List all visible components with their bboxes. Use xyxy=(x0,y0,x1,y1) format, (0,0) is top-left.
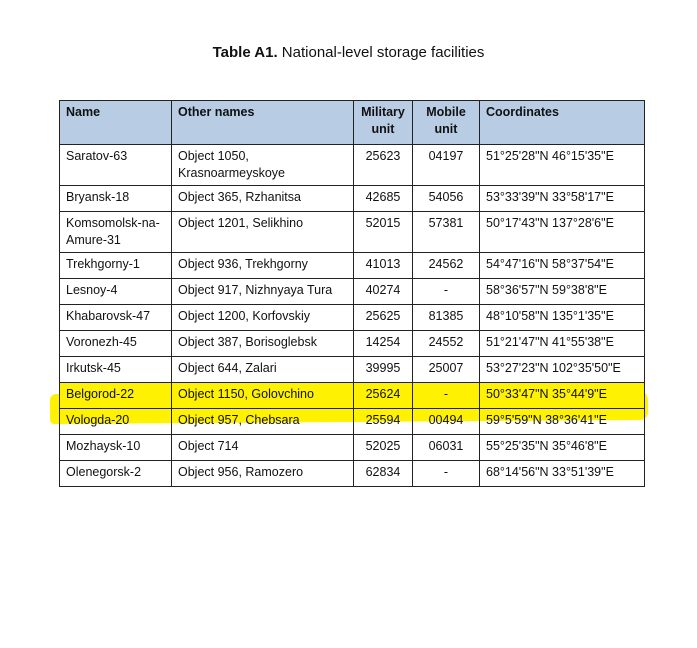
cell-coordinates: 50°33'47"N 35°44'9"E xyxy=(480,383,645,409)
table-body xyxy=(60,145,645,487)
cell-military-unit: 25623 xyxy=(354,145,413,186)
cell-mobile-unit: 25007 xyxy=(413,357,480,383)
cell-military-unit: 62834 xyxy=(354,461,413,487)
header-military-unit: Military unit xyxy=(354,101,413,145)
cell-military-unit: 14254 xyxy=(354,331,413,357)
cell-military-unit: 52015 xyxy=(354,212,413,253)
cell-mobile-unit: 00494 xyxy=(413,409,480,435)
cell-other-names: Object 917, Nizhnyaya Tura xyxy=(172,279,354,305)
cell-military-unit: 52025 xyxy=(354,435,413,461)
table-row xyxy=(60,409,645,435)
cell-name: Saratov-63 xyxy=(60,145,172,186)
cell-name: Belgorod-22 xyxy=(60,383,172,409)
cell-coordinates: 51°25'28"N 46°15'35"E xyxy=(480,145,645,186)
header-mobile-unit: Mobile unit xyxy=(413,101,480,145)
table-row xyxy=(60,305,645,331)
table-row xyxy=(60,212,645,253)
cell-other-names: Object 1201, Selikhino xyxy=(172,212,354,253)
cell-mobile-unit: 24562 xyxy=(413,253,480,279)
table-caption xyxy=(0,44,697,61)
cell-name: Bryansk-18 xyxy=(60,186,172,212)
header-coordinates: Coordinates xyxy=(480,101,645,145)
cell-name: Irkutsk-45 xyxy=(60,357,172,383)
cell-other-names: Object 714 xyxy=(172,435,354,461)
cell-name: Voronezh-45 xyxy=(60,331,172,357)
cell-coordinates: 54°47'16"N 58°37'54"E xyxy=(480,253,645,279)
table-row xyxy=(60,145,645,186)
cell-name: Khabarovsk-47 xyxy=(60,305,172,331)
cell-military-unit: 40274 xyxy=(354,279,413,305)
table-row xyxy=(60,279,645,305)
cell-coordinates: 53°33'39"N 33°58'17"E xyxy=(480,186,645,212)
cell-name: Olenegorsk-2 xyxy=(60,461,172,487)
cell-other-names: Object 644, Zalari xyxy=(172,357,354,383)
table-row xyxy=(60,357,645,383)
cell-other-names: Object 1050, Krasnoarmeyskoye xyxy=(172,145,354,186)
table-row xyxy=(60,435,645,461)
cell-name: Lesnoy-4 xyxy=(60,279,172,305)
cell-military-unit: 41013 xyxy=(354,253,413,279)
cell-mobile-unit: 24552 xyxy=(413,331,480,357)
cell-coordinates: 68°14'56"N 33°51'39"E xyxy=(480,461,645,487)
cell-military-unit: 39995 xyxy=(354,357,413,383)
cell-coordinates: 53°27'23"N 102°35'50"E xyxy=(480,357,645,383)
cell-other-names: Object 1150, Golovchino xyxy=(172,383,354,409)
cell-mobile-unit: - xyxy=(413,383,480,409)
table-row xyxy=(60,383,645,409)
cell-other-names: Object 957, Chebsara xyxy=(172,409,354,435)
cell-name: Komsomolsk-na-Amure-31 xyxy=(60,212,172,253)
cell-name: Mozhaysk-10 xyxy=(60,435,172,461)
storage-facilities-table xyxy=(59,100,645,487)
cell-coordinates: 55°25'35"N 35°46'8"E xyxy=(480,435,645,461)
cell-other-names: Object 936, Trekhgorny xyxy=(172,253,354,279)
cell-name: Vologda-20 xyxy=(60,409,172,435)
cell-other-names: Object 956, Ramozero xyxy=(172,461,354,487)
cell-coordinates: 59°5'59"N 38°36'41"E xyxy=(480,409,645,435)
caption-text: National-level storage facilities xyxy=(281,44,485,61)
cell-name: Trekhgorny-1 xyxy=(60,253,172,279)
cell-coordinates: 58°36'57"N 59°38'8"E xyxy=(480,279,645,305)
header-row xyxy=(60,101,645,145)
cell-military-unit: 25594 xyxy=(354,409,413,435)
cell-coordinates: 51°21'47"N 41°55'38"E xyxy=(480,331,645,357)
header-other-names: Other names xyxy=(172,101,354,145)
cell-mobile-unit: 04197 xyxy=(413,145,480,186)
cell-other-names: Object 1200, Korfovskiy xyxy=(172,305,354,331)
cell-mobile-unit: - xyxy=(413,279,480,305)
table-row xyxy=(60,331,645,357)
cell-military-unit: 25625 xyxy=(354,305,413,331)
cell-other-names: Object 387, Borisoglebsk xyxy=(172,331,354,357)
cell-mobile-unit: - xyxy=(413,461,480,487)
header-name: Name xyxy=(60,101,172,145)
table-row xyxy=(60,253,645,279)
cell-mobile-unit: 57381 xyxy=(413,212,480,253)
caption-label: Table A1. xyxy=(212,44,278,61)
cell-coordinates: 50°17'43"N 137°28'6"E xyxy=(480,212,645,253)
cell-mobile-unit: 06031 xyxy=(413,435,480,461)
table-row xyxy=(60,461,645,487)
cell-mobile-unit: 54056 xyxy=(413,186,480,212)
cell-coordinates: 48°10'58"N 135°1'35"E xyxy=(480,305,645,331)
cell-military-unit: 42685 xyxy=(354,186,413,212)
cell-military-unit: 25624 xyxy=(354,383,413,409)
cell-mobile-unit: 81385 xyxy=(413,305,480,331)
cell-other-names: Object 365, Rzhanitsa xyxy=(172,186,354,212)
table-row xyxy=(60,186,645,212)
